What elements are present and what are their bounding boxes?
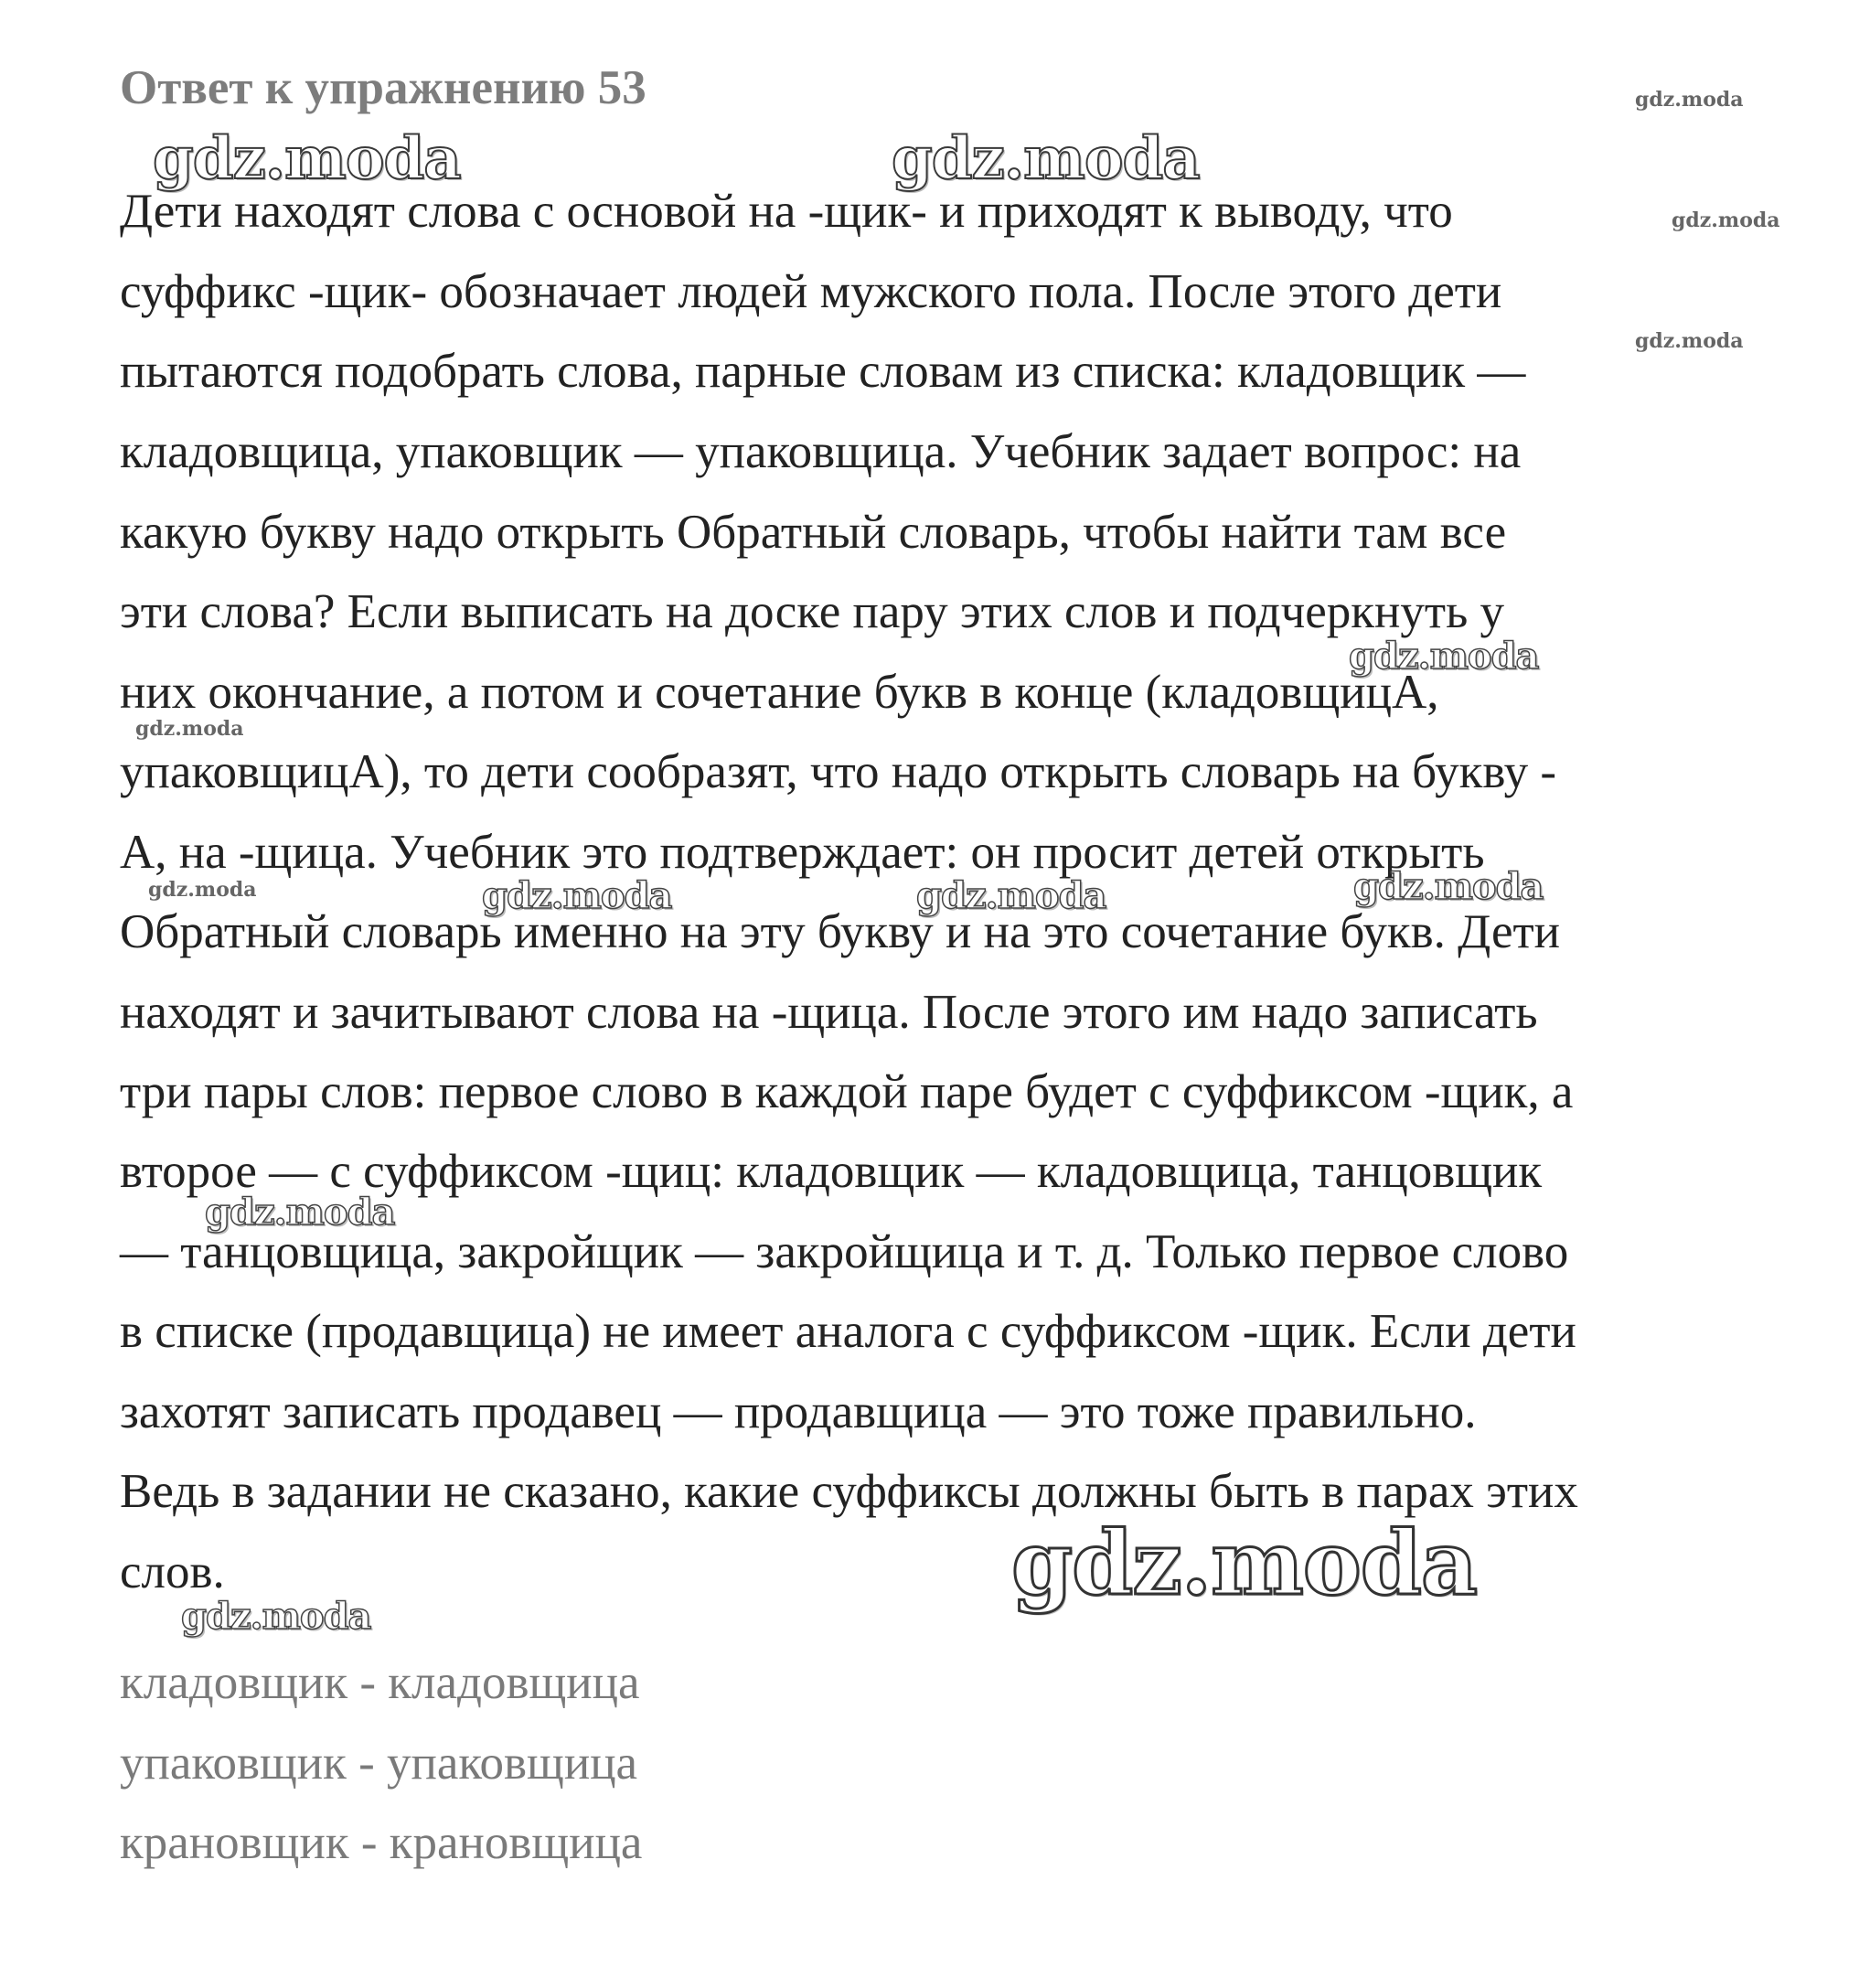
paragraph-line: А, на -щица. Учебник это подтверждает: он просит детей открыть [120, 826, 1485, 879]
paragraph-line: Ведь в задании не сказано, какие суффиксы должны быть в парах этих [120, 1465, 1578, 1518]
watermark-logo: gdz.moda [148, 878, 257, 902]
watermark-logo: gdz.moda [135, 717, 244, 741]
watermark-logo: gdz.moda [1011, 1512, 1478, 1615]
watermark-logo: gdz.moda [482, 874, 672, 917]
paragraph-line: пытаются подобрать слова, парные словам из списка: кладовщик — [120, 345, 1526, 398]
paragraph-line: них окончание, а потом и сочетание букв в конце (кладовщицА, [120, 666, 1439, 719]
watermark-logo: gdz.moda [153, 124, 461, 193]
watermark-logo: gdz.moda [205, 1191, 395, 1234]
paragraph-line: суффикс -щик- обозначает людей мужского пола. После этого дети [120, 265, 1502, 318]
paragraph-line: Обратный словарь именно на эту букву и на это сочетание букв. Дети [120, 905, 1560, 958]
paragraph-line: Дети находят слова с основой на -щик- и приходят к выводу, что [120, 185, 1453, 238]
paragraph-line: второе — с суффиксом -щиц: кладовщик — кладовщица, танцовщик [120, 1145, 1543, 1198]
paragraph-line: находят и зачитывают слова на -щица. После этого им надо записать [120, 986, 1538, 1039]
paragraph-line: кладовщица, упаковщик — упаковщица. Учебник задает вопрос: на [120, 425, 1522, 478]
watermark-logo: gdz.moda [1635, 329, 1744, 353]
paragraph-line: упаковщицА), то дети сообразят, что надо открыть словарь на букву - [120, 745, 1556, 798]
watermark-logo: gdz.moda [1672, 208, 1780, 232]
paragraph-line: — танцовщица, закройщик — закройщица и т. д. Только первое слово [120, 1225, 1569, 1278]
watermark-logo: gdz.moda [1635, 88, 1744, 112]
paragraph-line: какую букву надо открыть Обратный словарь, чтобы найти там все [120, 506, 1507, 559]
watermark-logo: gdz.moda [892, 124, 1200, 193]
watermark-logo: gdz.moda [916, 874, 1106, 917]
word-pair: кладовщик - кладовщица [120, 1656, 640, 1709]
paragraph-line: слов. [120, 1545, 225, 1598]
paragraph-line: в списке (продавщица) не имеет аналога с суффиксом -щик. Если дети [120, 1305, 1576, 1358]
paragraph-line: эти слова? Если выписать на доске пару этих слов и подчеркнуть у [120, 585, 1504, 638]
paragraph-line: захотят записать продавец — продавщица — это тоже правильно. [120, 1385, 1477, 1438]
word-pair: упаковщик - упаковщица [120, 1737, 638, 1790]
watermark-logo: gdz.moda [181, 1595, 371, 1638]
watermark-logo: gdz.moda [1353, 865, 1544, 908]
watermark-logo: gdz.moda [1349, 635, 1539, 678]
page-title: Ответ к упражнению 53 [120, 61, 646, 114]
paragraph-line: три пары слов: первое слово в каждой паре будет с суффиксом -щик, а [120, 1065, 1574, 1118]
word-pair: крановщик - крановщица [120, 1816, 643, 1869]
